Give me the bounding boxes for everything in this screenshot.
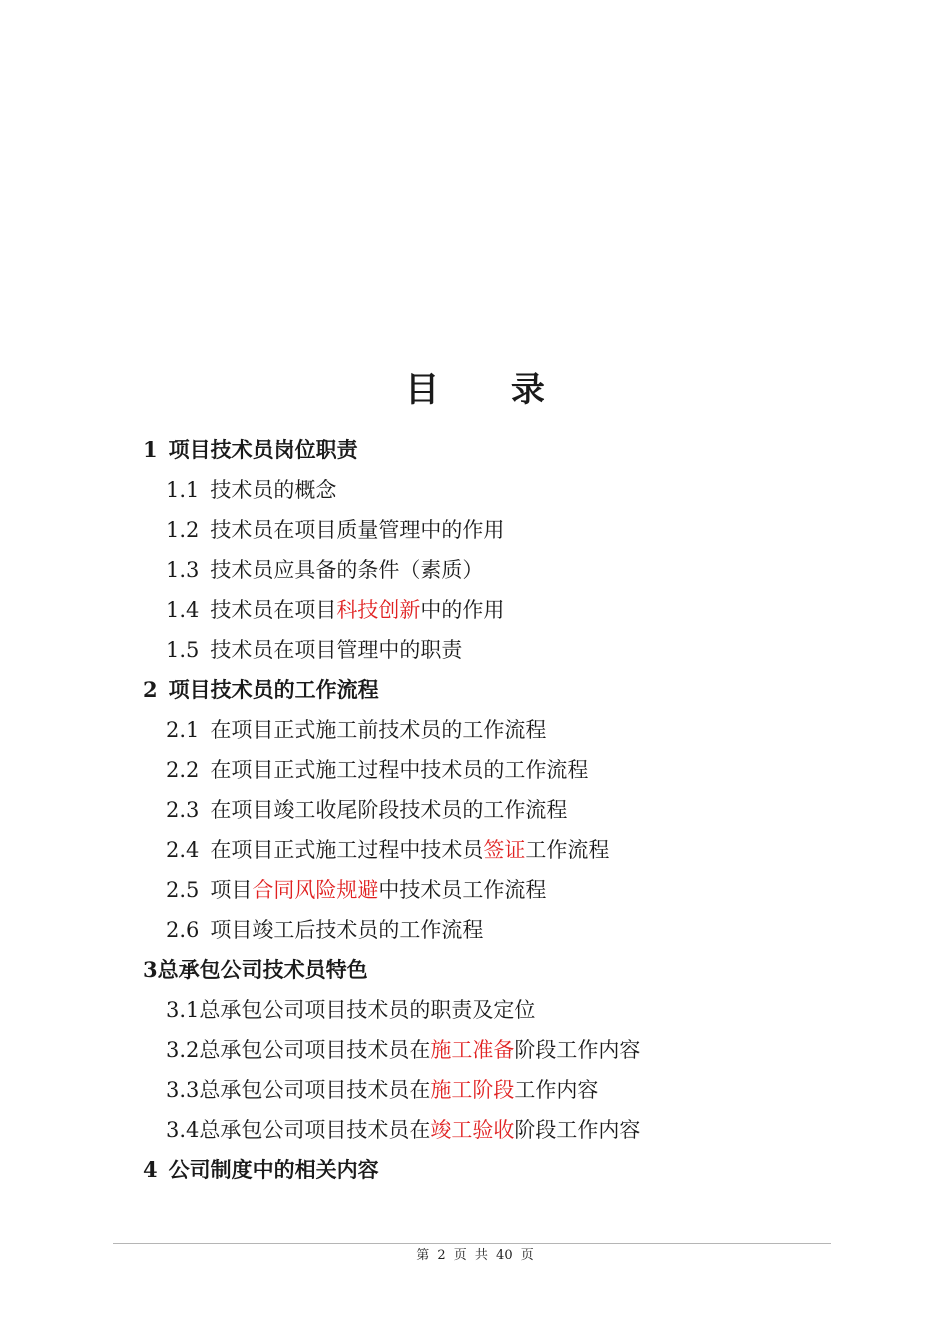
toc-entry-text: 在项目正式施工过程中技术员 <box>210 838 484 862</box>
toc-entry-text: 项目竣工后技术员的工作流程 <box>210 918 484 942</box>
toc-entry-text: 工作流程 <box>525 838 610 862</box>
toc-section-entry[interactable] <box>0 910 950 950</box>
toc-entry-number: 1 <box>143 437 158 462</box>
toc-entry-number: 1.4 <box>166 598 200 622</box>
toc-chapter-entry[interactable] <box>0 950 950 990</box>
toc-entry-number: 2 <box>143 677 158 702</box>
toc-chapter-entry[interactable] <box>0 670 950 710</box>
toc-list <box>0 430 950 1190</box>
toc-entry-number: 3.3 <box>166 1078 200 1102</box>
toc-entry-number: 2.1 <box>166 718 200 742</box>
toc-entry-highlight-text: 施工准备 <box>430 1038 515 1062</box>
toc-entry-number: 2.2 <box>166 758 200 782</box>
toc-entry-text: 在项目正式施工前技术员的工作流程 <box>210 718 547 742</box>
toc-entry-text: 总承包公司项目技术员的职责及定位 <box>199 998 536 1022</box>
toc-chapter-entry[interactable] <box>0 1150 950 1190</box>
toc-entry-highlight-text: 竣工验收 <box>430 1118 515 1142</box>
toc-entry-text: 技术员在项目质量管理中的作用 <box>210 518 505 542</box>
toc-entry-text: 总承包公司项目技术员在 <box>199 1038 431 1062</box>
toc-entry-text: 技术员应具备的条件（素质） <box>210 558 484 582</box>
toc-entry-text: 总承包公司技术员特色 <box>157 957 368 982</box>
toc-entry-text: 阶段工作内容 <box>514 1038 641 1062</box>
toc-entry-text: 项目 <box>210 878 253 902</box>
toc-entry-number: 1.5 <box>166 638 200 662</box>
page-footer: 第 2 页 共 40 页 <box>416 1248 534 1263</box>
toc-section-entry[interactable] <box>0 590 950 630</box>
toc-entry-text: 技术员的概念 <box>210 478 337 502</box>
toc-entry-number: 2.5 <box>166 878 200 902</box>
toc-entry-highlight-text: 施工阶段 <box>430 1078 515 1102</box>
footer-divider <box>113 1243 831 1244</box>
toc-entry-highlight-text: 签证 <box>483 838 526 862</box>
toc-entry-text: 技术员在项目管理中的职责 <box>210 638 463 662</box>
toc-section-entry[interactable] <box>0 750 950 790</box>
toc-section-entry[interactable] <box>0 470 950 510</box>
toc-entry-text: 工作内容 <box>514 1078 599 1102</box>
toc-section-entry[interactable] <box>0 510 950 550</box>
toc-entry-number: 2.6 <box>166 918 200 942</box>
toc-section-entry[interactable] <box>0 710 950 750</box>
toc-section-entry[interactable] <box>0 1030 950 1070</box>
toc-entry-text: 中技术员工作流程 <box>378 878 547 902</box>
toc-entry-highlight-text: 科技创新 <box>336 598 421 622</box>
toc-entry-text: 总承包公司项目技术员在 <box>199 1118 431 1142</box>
toc-entry-number: 2.3 <box>166 798 200 822</box>
toc-entry-text: 在项目正式施工过程中技术员的工作流程 <box>210 758 589 782</box>
toc-entry-text: 在项目竣工收尾阶段技术员的工作流程 <box>210 798 568 822</box>
toc-entry-number: 3.2 <box>166 1038 200 1062</box>
toc-section-entry[interactable] <box>0 790 950 830</box>
toc-entry-text: 项目技术员的工作流程 <box>168 677 379 702</box>
toc-section-entry[interactable] <box>0 830 950 870</box>
toc-entry-text: 阶段工作内容 <box>514 1118 641 1142</box>
toc-section-entry[interactable] <box>0 990 950 1030</box>
toc-section-entry[interactable] <box>0 1070 950 1110</box>
toc-entry-text: 总承包公司项目技术员在 <box>199 1078 431 1102</box>
toc-entry-number: 1.1 <box>166 478 200 502</box>
toc-entry-highlight-text: 合同风险规避 <box>252 878 379 902</box>
toc-entry-number: 3.4 <box>166 1118 200 1142</box>
toc-section-entry[interactable] <box>0 550 950 590</box>
toc-section-entry[interactable] <box>0 630 950 670</box>
toc-entry-number: 2.4 <box>166 838 200 862</box>
toc-entry-text: 项目技术员岗位职责 <box>168 437 358 462</box>
toc-entry-text: 公司制度中的相关内容 <box>168 1157 379 1182</box>
toc-entry-text: 技术员在项目 <box>210 598 337 622</box>
toc-entry-text: 中的作用 <box>420 598 505 622</box>
toc-section-entry[interactable] <box>0 1110 950 1150</box>
toc-entry-number: 4 <box>143 1157 158 1182</box>
toc-section-entry[interactable] <box>0 870 950 910</box>
toc-entry-number: 1.3 <box>166 558 200 582</box>
toc-entry-number: 3 <box>143 957 158 982</box>
toc-entry-number: 1.2 <box>166 518 200 542</box>
toc-entry-number: 3.1 <box>166 998 200 1022</box>
toc-title: 目 录 <box>405 370 575 410</box>
toc-chapter-entry[interactable] <box>0 430 950 470</box>
